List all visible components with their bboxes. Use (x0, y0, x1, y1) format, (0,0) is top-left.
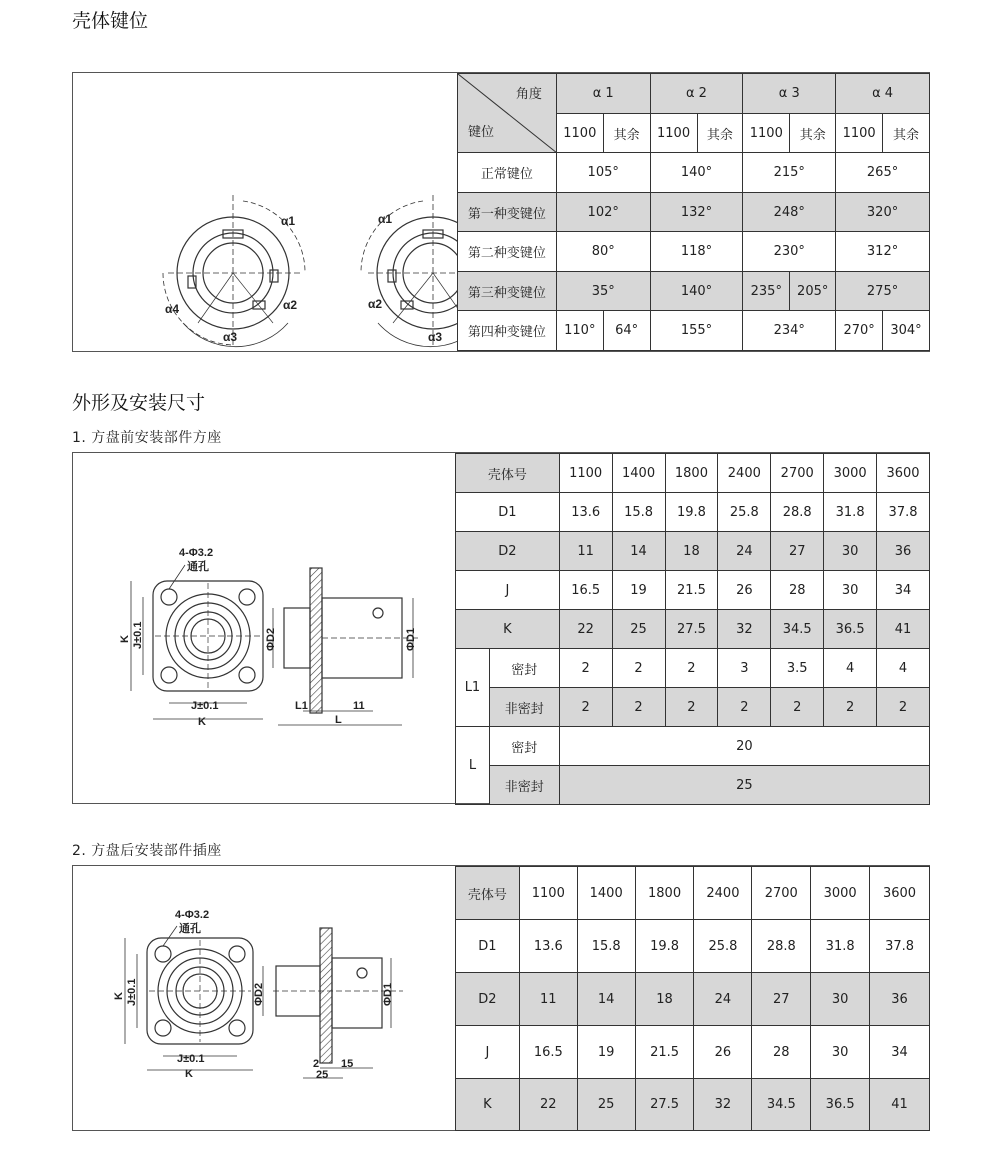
d1-label: ΦD1 (382, 982, 394, 1006)
keying-panel (72, 72, 930, 352)
row-label: 正常键位 (458, 153, 557, 193)
header-cell: 3600 (870, 867, 930, 920)
cell: 31.8 (824, 493, 877, 532)
cell: 265° (836, 153, 930, 193)
cell: 25.8 (694, 920, 752, 973)
l-label: L (335, 714, 342, 726)
header-cell: 壳体号 (456, 867, 520, 920)
k-bottom-label: K (198, 716, 206, 728)
cell: 132° (650, 193, 743, 232)
row-label: D2 (456, 532, 560, 571)
cell: 24 (718, 532, 771, 571)
cell: 28 (771, 571, 824, 610)
cell: 36 (877, 532, 930, 571)
alpha-header: α 2 (650, 74, 743, 114)
cell: 248° (743, 193, 836, 232)
dim-2-label: 2 (313, 1058, 320, 1070)
section-title-shell-keying: 壳体键位 (72, 10, 149, 32)
header-cell: 2400 (694, 867, 752, 920)
cell: 27 (771, 532, 824, 571)
dim-11-label: 11 (353, 700, 365, 712)
row-group-label: L1 (456, 649, 490, 727)
k-bottom-label: K (185, 1068, 193, 1080)
sub-header: 其余 (883, 114, 930, 153)
cell: 19 (577, 1026, 635, 1079)
cell: 27 (752, 973, 811, 1026)
row-label: D2 (456, 973, 520, 1026)
table-row (456, 920, 930, 973)
cell: 27.5 (635, 1079, 694, 1131)
cell: 25 (577, 1079, 635, 1131)
cell: 2 (771, 688, 824, 727)
cell: 13.6 (559, 493, 612, 532)
header-cell: 2700 (771, 454, 824, 493)
part2-subtitle: 2. 方盘后安装部件插座 (72, 843, 222, 859)
cell: 31.8 (811, 920, 870, 973)
sub-header: 1100 (556, 114, 603, 153)
section-title-dimensions: 外形及安装尺寸 (72, 392, 206, 414)
part1-table (455, 453, 930, 805)
part1-panel (72, 452, 930, 804)
cell: 27.5 (665, 610, 718, 649)
table-header-row (456, 454, 930, 493)
k-left-label: K (113, 992, 125, 1000)
holes-label: 4-Φ3.2 (179, 547, 214, 559)
cell: 24 (694, 973, 752, 1026)
cell: 64° (603, 311, 650, 351)
row-label: 第三种变键位 (458, 272, 557, 311)
cell: 18 (665, 532, 718, 571)
cell: 4 (877, 649, 930, 688)
header-cell: 1800 (635, 867, 694, 920)
cell: 19 (612, 571, 665, 610)
cell: 25 (559, 766, 929, 805)
sub-header: 其余 (603, 114, 650, 153)
cell: 19.8 (635, 920, 694, 973)
j-left-label: J±0.1 (132, 621, 144, 649)
d1-label: ΦD1 (405, 627, 417, 651)
row-label: K (456, 610, 560, 649)
d2-label: ΦD2 (265, 627, 277, 651)
cell: 320° (836, 193, 930, 232)
cell: 235° (743, 272, 790, 311)
holes-label: 4-Φ3.2 (175, 909, 210, 921)
cell: 80° (556, 232, 650, 272)
cell: 2 (612, 649, 665, 688)
d2-label: ΦD2 (253, 982, 265, 1006)
cell: 2 (612, 688, 665, 727)
dim-15-label: 15 (341, 1058, 354, 1070)
cell: 215° (743, 153, 836, 193)
part2-drawing (73, 866, 456, 1130)
cell: 30 (824, 532, 877, 571)
cell: 11 (559, 532, 612, 571)
row-group-label: L (456, 727, 490, 805)
cell: 30 (811, 973, 870, 1026)
cell: 37.8 (870, 920, 930, 973)
cell: 205° (790, 272, 836, 311)
cell: 37.8 (877, 493, 930, 532)
cell: 28.8 (771, 493, 824, 532)
row-label: 密封 (489, 649, 559, 688)
cell: 34 (870, 1026, 930, 1079)
cell: 41 (877, 610, 930, 649)
cell: 21.5 (665, 571, 718, 610)
cell: 41 (870, 1079, 930, 1131)
cell: 34.5 (752, 1079, 811, 1131)
cell: 118° (650, 232, 743, 272)
cell: 26 (718, 571, 771, 610)
cell: 25.8 (718, 493, 771, 532)
row-label: 第一种变键位 (458, 193, 557, 232)
cell: 3 (718, 649, 771, 688)
cell: 270° (836, 311, 883, 351)
cell: 2 (824, 688, 877, 727)
cell: 34 (877, 571, 930, 610)
cell: 21.5 (635, 1026, 694, 1079)
cell: 22 (519, 1079, 577, 1131)
table-row (456, 766, 930, 805)
cell: 2 (877, 688, 930, 727)
row-label: J (456, 1026, 520, 1079)
cell: 28.8 (752, 920, 811, 973)
cell: 2 (559, 688, 612, 727)
cell: 234° (743, 311, 836, 351)
header-key: 键位 (468, 125, 495, 140)
sub-header: 1100 (836, 114, 883, 153)
row-label: 密封 (489, 727, 559, 766)
table-row (456, 688, 930, 727)
cell: 140° (650, 153, 743, 193)
cell: 140° (650, 272, 743, 311)
cell: 14 (612, 532, 665, 571)
cell: 35° (556, 272, 650, 311)
cell: 230° (743, 232, 836, 272)
cell: 16.5 (559, 571, 612, 610)
header-cell: 3600 (877, 454, 930, 493)
keying-drawing (73, 73, 458, 351)
table-row (458, 311, 930, 351)
part2-table (455, 866, 930, 1131)
cell: 34.5 (771, 610, 824, 649)
table-row (456, 1079, 930, 1131)
through-hole-label: 通孔 (187, 561, 209, 573)
cell: 110° (556, 311, 603, 351)
cell: 2 (559, 649, 612, 688)
header-cell: 1400 (577, 867, 635, 920)
cell: 304° (883, 311, 930, 351)
cell: 105° (556, 153, 650, 193)
cell: 32 (694, 1079, 752, 1131)
j-left-label: J±0.1 (126, 978, 138, 1006)
table-row (456, 610, 930, 649)
cell: 11 (519, 973, 577, 1026)
cell: 155° (650, 311, 743, 351)
cell: 36.5 (811, 1079, 870, 1131)
k-left-label: K (119, 635, 131, 643)
row-label: 第四种变键位 (458, 311, 557, 351)
table-row (456, 649, 930, 688)
j-bottom-label: J±0.1 (177, 1053, 205, 1065)
cell: 36 (870, 973, 930, 1026)
header-cell: 1800 (665, 454, 718, 493)
cell: 30 (811, 1026, 870, 1079)
cell: 102° (556, 193, 650, 232)
cell: 2 (665, 688, 718, 727)
table-row (456, 727, 930, 766)
sub-header: 1100 (650, 114, 697, 153)
cell: 25 (612, 610, 665, 649)
cell: 19.8 (665, 493, 718, 532)
cell: 2 (665, 649, 718, 688)
table-row (458, 193, 930, 232)
row-label: D1 (456, 493, 560, 532)
row-label: 非密封 (489, 766, 559, 805)
header-cell: 3000 (811, 867, 870, 920)
table-row (456, 532, 930, 571)
part2-panel (72, 865, 930, 1131)
row-label: K (456, 1079, 520, 1131)
sub-header: 1100 (743, 114, 790, 153)
j-bottom-label: J±0.1 (191, 700, 219, 712)
row-label: J (456, 571, 560, 610)
table-row (458, 153, 930, 193)
header-cell: 壳体号 (456, 454, 560, 493)
through-hole-label: 通孔 (179, 923, 201, 935)
cell: 14 (577, 973, 635, 1026)
corner-header (458, 74, 557, 153)
part1-subtitle: 1. 方盘前安装部件方座 (72, 430, 222, 446)
alpha1-label-left: α1 (281, 214, 296, 228)
table-row (456, 1026, 930, 1079)
cell: 22 (559, 610, 612, 649)
alpha3-label-right: α3 (428, 330, 443, 344)
alpha-header: α 4 (836, 74, 930, 114)
header-cell: 3000 (824, 454, 877, 493)
cell: 36.5 (824, 610, 877, 649)
cell: 2 (718, 688, 771, 727)
table-row (458, 272, 930, 311)
cell: 28 (752, 1026, 811, 1079)
table-header-row (456, 867, 930, 920)
alpha2-label-right: α2 (368, 297, 383, 311)
cell: 16.5 (519, 1026, 577, 1079)
row-label: 非密封 (489, 688, 559, 727)
header-cell: 1100 (519, 867, 577, 920)
alpha1-label-right: α1 (378, 212, 393, 226)
table-row (458, 232, 930, 272)
alpha3-label-left: α3 (223, 330, 238, 344)
cell: 32 (718, 610, 771, 649)
table-row (456, 493, 930, 532)
header-cell: 1100 (559, 454, 612, 493)
dim-25-label: 25 (316, 1069, 329, 1081)
sub-header: 其余 (697, 114, 743, 153)
header-cell: 2700 (752, 867, 811, 920)
cell: 275° (836, 272, 930, 311)
table-row (456, 973, 930, 1026)
cell: 15.8 (612, 493, 665, 532)
l1-label: L1 (295, 700, 308, 712)
sub-header: 其余 (790, 114, 836, 153)
table-row (456, 571, 930, 610)
cell: 13.6 (519, 920, 577, 973)
cell: 26 (694, 1026, 752, 1079)
row-label: D1 (456, 920, 520, 973)
alpha2-label-left: α2 (283, 298, 298, 312)
cell: 312° (836, 232, 930, 272)
alpha-header: α 1 (556, 74, 650, 114)
cell: 4 (824, 649, 877, 688)
part1-drawing (73, 453, 456, 803)
row-label: 第二种变键位 (458, 232, 557, 272)
cell: 15.8 (577, 920, 635, 973)
cell: 30 (824, 571, 877, 610)
cell: 3.5 (771, 649, 824, 688)
header-cell: 2400 (718, 454, 771, 493)
keying-table (457, 73, 930, 351)
cell: 20 (559, 727, 929, 766)
header-cell: 1400 (612, 454, 665, 493)
header-angle: 角度 (515, 87, 542, 102)
cell: 18 (635, 973, 694, 1026)
alpha-header: α 3 (743, 74, 836, 114)
alpha4-label-left: α4 (165, 302, 180, 316)
